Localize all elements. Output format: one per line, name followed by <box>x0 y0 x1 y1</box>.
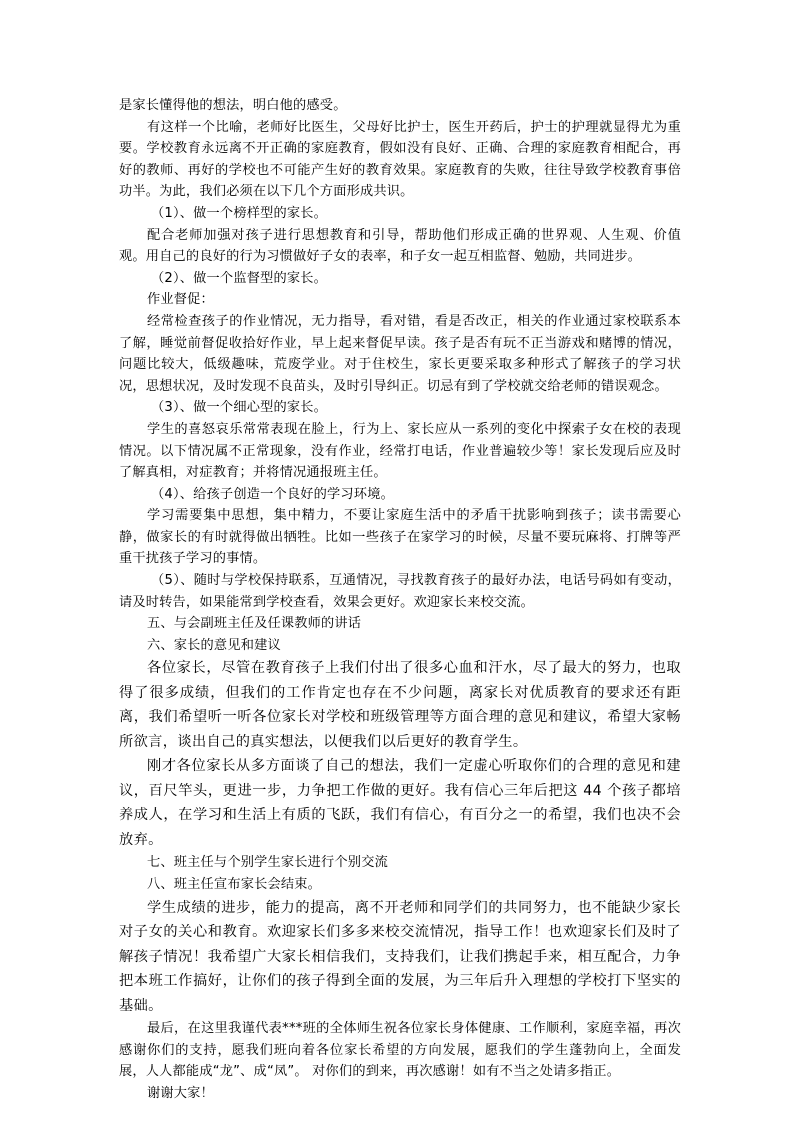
paragraph-attentive: 学生的喜怒哀乐常常表现在脸上，行为上、家长应从一系列的变化中探索子女在校的表现情况。以下情况属不正常现象，没有作业，经常打电话，作业普遍较少等！家长发现后应及时了解真相，对症教育；并将情况通报班主任。 <box>119 421 681 481</box>
heading-contact-school: （5）、随时与学校保持联系，互通情况，寻找教育孩子的最好办法，电话号码如有变动，请及时转告，如果能常到学校查看，效果会更好。欢迎家长来校交流。 <box>119 573 681 610</box>
paragraph-opinions: 各位家长，尽管在教育孩子上我们付出了很多心血和汗水，尽了最大的努力，也取得了很多成绩，但我们的工作肯定也存在不少问题，离家长对优质教育的要求还有距离，我们希望听一听各位家长对学校和班级管理等方面合理的意见和建议，希望大家畅所欲言，谈出自己的真实想法，以便我们以后更好的教育学生。 <box>119 660 681 750</box>
paragraph-final-wishes: 最后，在这里我谨代表***班的全体师生祝各位家长身体健康、工作顺利，家庭幸福，再次感谢你们的支持，愿我们班向着各位家长希望的方向发展，愿我们的学生蓬勃向上，全面发展，人人都能成“龙”、成“凤”。 对你们的到来，再次感谢！如有不当之处请多指正。 <box>119 1021 681 1080</box>
heading-role-model-parent: （1）、做一个榜样型的家长。 <box>151 205 328 221</box>
document-page <box>119 95 681 1105</box>
paragraph-metaphor: 有这样一个比喻，老师好比医生，父母好比护士，医生开药后，护士的护理就显得尤为重要。学校教育永远离不开正确的家庭教育，假如没有良好、正确、合理的家庭教育相配合，再好的教师、再好的学校也不可能产生好的教育效果。家庭教育的失败，往往导致学校教育事倍功半。为此，我们必须在以下几个方面形成共识。 <box>119 119 681 200</box>
paragraph-closing: 学生成绩的进步，能力的提高，离不开老师和同学们的共同努力，也不能缺少家长对子女的关心和教育。欢迎家长们多多来校交流情况，指导工作！也欢迎家长们及时了解孩子情况！我希望广大家长相信我们，支持我们，让我们携起手来，相互配合，力争把本班工作搞好，让你们的孩子得到全面的发展，为三年后升入理想的学校打下坚实的基础。 <box>119 899 681 1014</box>
heading-attentive-parent: （3）、做一个细心型的家长。 <box>151 400 328 416</box>
section-eight: 八、班主任宣布家长会结束。 <box>147 877 322 893</box>
paragraph-role-model: 配合老师加强对孩子进行思想教育和引导，帮助他们形成正确的世界观、人生观、价值观。用自己的良好的行为习惯做好子女的表率，和子女一起互相监督、勉励，共同进步。 <box>119 227 681 265</box>
heading-supervisor-parent: （2）、做一个监督型的家长。 <box>151 270 328 286</box>
paragraph-homework: 经常检查孩子的作业情况，无力指导，看对错，看是否改正，相关的作业通过家校联系本了解，睡觉前督促收拾好作业，早上起来督促早读。孩子是否有玩不正当游戏和赌博的情况，问题比较大，低级趣味，荒废学业。对于住校生，家长更要采取多种形式了解孩子的学习状况，思想状况，及时发现不良苗头，及时引导纠正。切忌有到了学校就交给老师的错误观念。 <box>119 313 681 394</box>
section-six: 六、家长的意见和建议 <box>147 637 281 653</box>
section-seven: 七、班主任与个别学生家长进行个别交流 <box>147 855 388 871</box>
heading-environment: （4）、给孩子创造一个良好的学习环境。 <box>151 486 394 502</box>
subheading-homework: 作业督促： <box>147 292 214 308</box>
section-five: 五、与会副班主任及任课教师的讲话 <box>147 616 362 632</box>
paragraph-continuation: 是家长懂得他的想法，明白他的感受。 <box>119 98 347 113</box>
paragraph-response: 刚才各位家长从多方面谈了自己的想法，我们一定虚心听取你们的合理的意见和建议，百尺竿头，更进一步，力争把工作做的更好。我有信心三年后把这 44 个孩子都培养成人，在学习和生活上有质的飞跃，我们有信心，有百分之一的希望，我们也决不会放弃。 <box>119 758 681 848</box>
paragraph-environment: 学习需要集中思想，集中精力，不要让家庭生活中的矛盾干扰影响到孩子；读书需要心静，做家长的有时就得做出牺牲。比如一些孩子在家学习的时候，尽量不要玩麻将、打牌等严重干扰孩子学习的事情。 <box>119 508 681 567</box>
paragraph-thanks: 谢谢大家！ <box>147 1085 214 1101</box>
